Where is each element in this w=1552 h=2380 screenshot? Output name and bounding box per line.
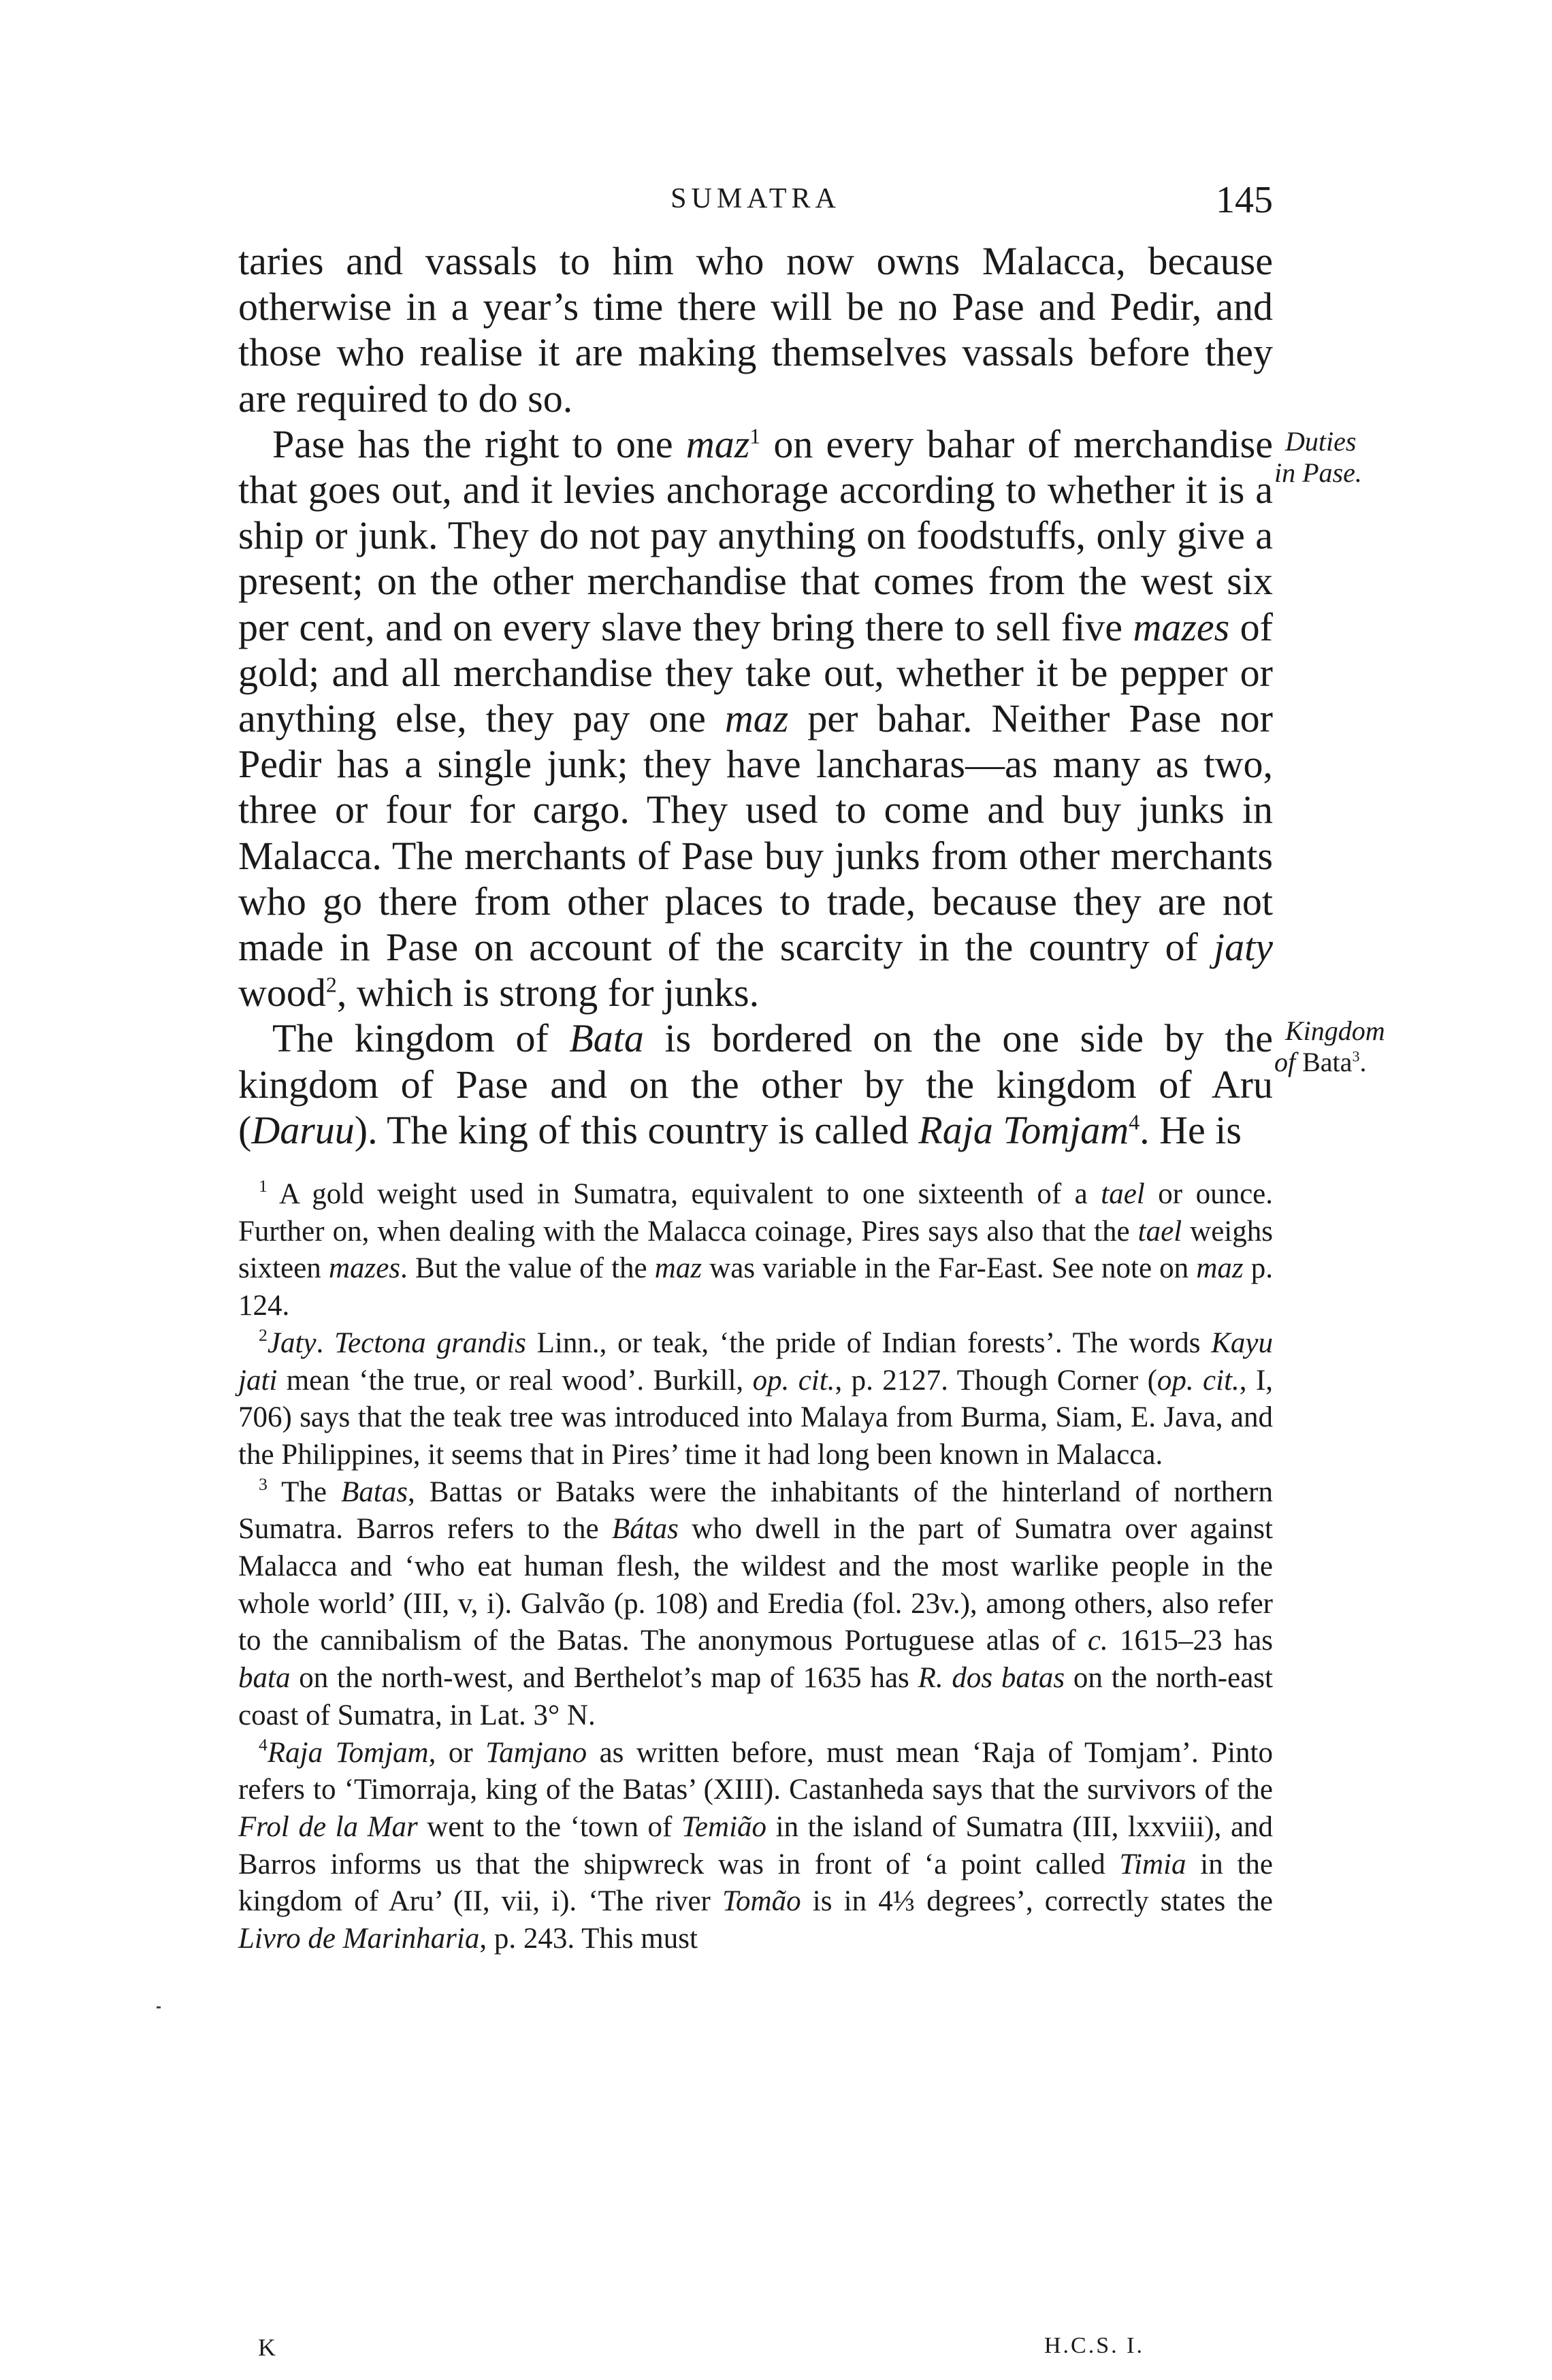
footnotes [238,1176,1273,1958]
running-head-title: SUMATRA [670,183,841,214]
footnote-ref-1: 1 [749,424,761,449]
page-number: 145 [1216,179,1273,221]
collection-mark: H.C.S. I. [1044,2333,1144,2358]
margin-mark [157,2006,161,2008]
main-text [238,238,1273,1153]
footnote-2: $^2$Jaty. Tectona grandis Linn., or teak, ‘the pride of Indian forests’. The words Kayu jati mean ‘the true, or real wood’. Burkill, op. cit., p. 2127. Though Corner (op. cit., I, 706) says that the teak tree was introduced into Malaya from Burma, Siam, E. Java, and the Philippines, it seems that in Pires’ time it had long been known in Malacca. [238,1325,1274,1471]
paragraph-1: taries and vassals to him who now owns Malacca, because otherwise in a year’s time there will be no Pase and Pedir, and those who realise it are making themselves vassals before they are required to do so. [238,239,1273,421]
sidenote-kingdom: Kingdom of Bata$^3$. [1274,1015,1385,1077]
signature-mark: K [258,2334,277,2361]
footnote-ref-2: 2 [325,973,337,997]
paragraph-3: The kingdom of Bata is bordered on the one side by the kingdom of Pase and on the other by the kingdom of Aru (Daruu). The king of this country is called Raja Tomjam$^4$. He is [238,1016,1274,1152]
footnote-ref-4: 4 [1129,1110,1140,1135]
paragraph-2: Pase has the right to one maz$^1$ on every bahar of merchandise that goes out, and it levies anchorage according to whether it is a ship or junk. They do not pay anything on foodstuffs, only give a present; on the other merchandise that comes from the west six per cent, and on every slave they bring there to sell five mazes of gold; and all merchandise they take out, whether it be pepper or anything else, they pay one maz per bahar. Neither Pase nor Pedir has a single junk; they have lancharas—as many as two, three or four for cargo. They used to come and buy junks in Malacca. The merchants of Pase buy junks from other merchants who go there from other places to trade, because they are not made in Pase on account of the scarcity in the country of jaty wood$^2$, which is strong for junks. [238,421,1273,1015]
running-head [238,179,1273,230]
footnote-4: $^4$Raja Tomjam, or Tamjano as written before, must mean ‘Raja of Tomjam’. Pinto refers to ‘Timorraja, king of the Batas’ (XIII). Castanheda says that the survivors of the Frol de la Mar went to the ‘town of Temião in the island of Sumatra (III, lxxviii), and Barros informs us that the shipwreck was in front of ‘a point called Timia in the kingdom of Aru’ (II, vii, i). ‘The river Tomão is in 4⅓ degrees’, correctly states the Livro de Marinharia, p. 243. This must [238,1734,1274,1955]
footnote-1: $^1$ A gold weight used in Sumatra, equivalent to one sixteenth of a tael or ounce. Further on, when dealing with the Malacca coinage, Pires says also that the tael weighs sixteen mazes. But the value of the maz was variable in the Far-East. See note on maz p. 124. [238,1176,1273,1322]
sidenote-duties: Duties in Pase. [1274,426,1362,488]
footnote-3: $^3$ The Batas, Battas or Bataks were the inhabitants of the hinterland of northern Sumatra. Barros refers to the Bátas who dwell in the part of Sumatra over against Malacca and ‘who eat human flesh, the wildest and the most warlike people in the whole world’ (III, v, i). Galvão (p. 108) and Eredia (fol. 23v.), among others, also refer to the cannibalism of the Batas. The anonymous Portuguese atlas of c. 1615–23 has bata on the north-west, and Berthelot’s map of 1635 has R. dos batas on the north-east coast of Sumatra, in Lat. 3° N. [238,1473,1274,1731]
